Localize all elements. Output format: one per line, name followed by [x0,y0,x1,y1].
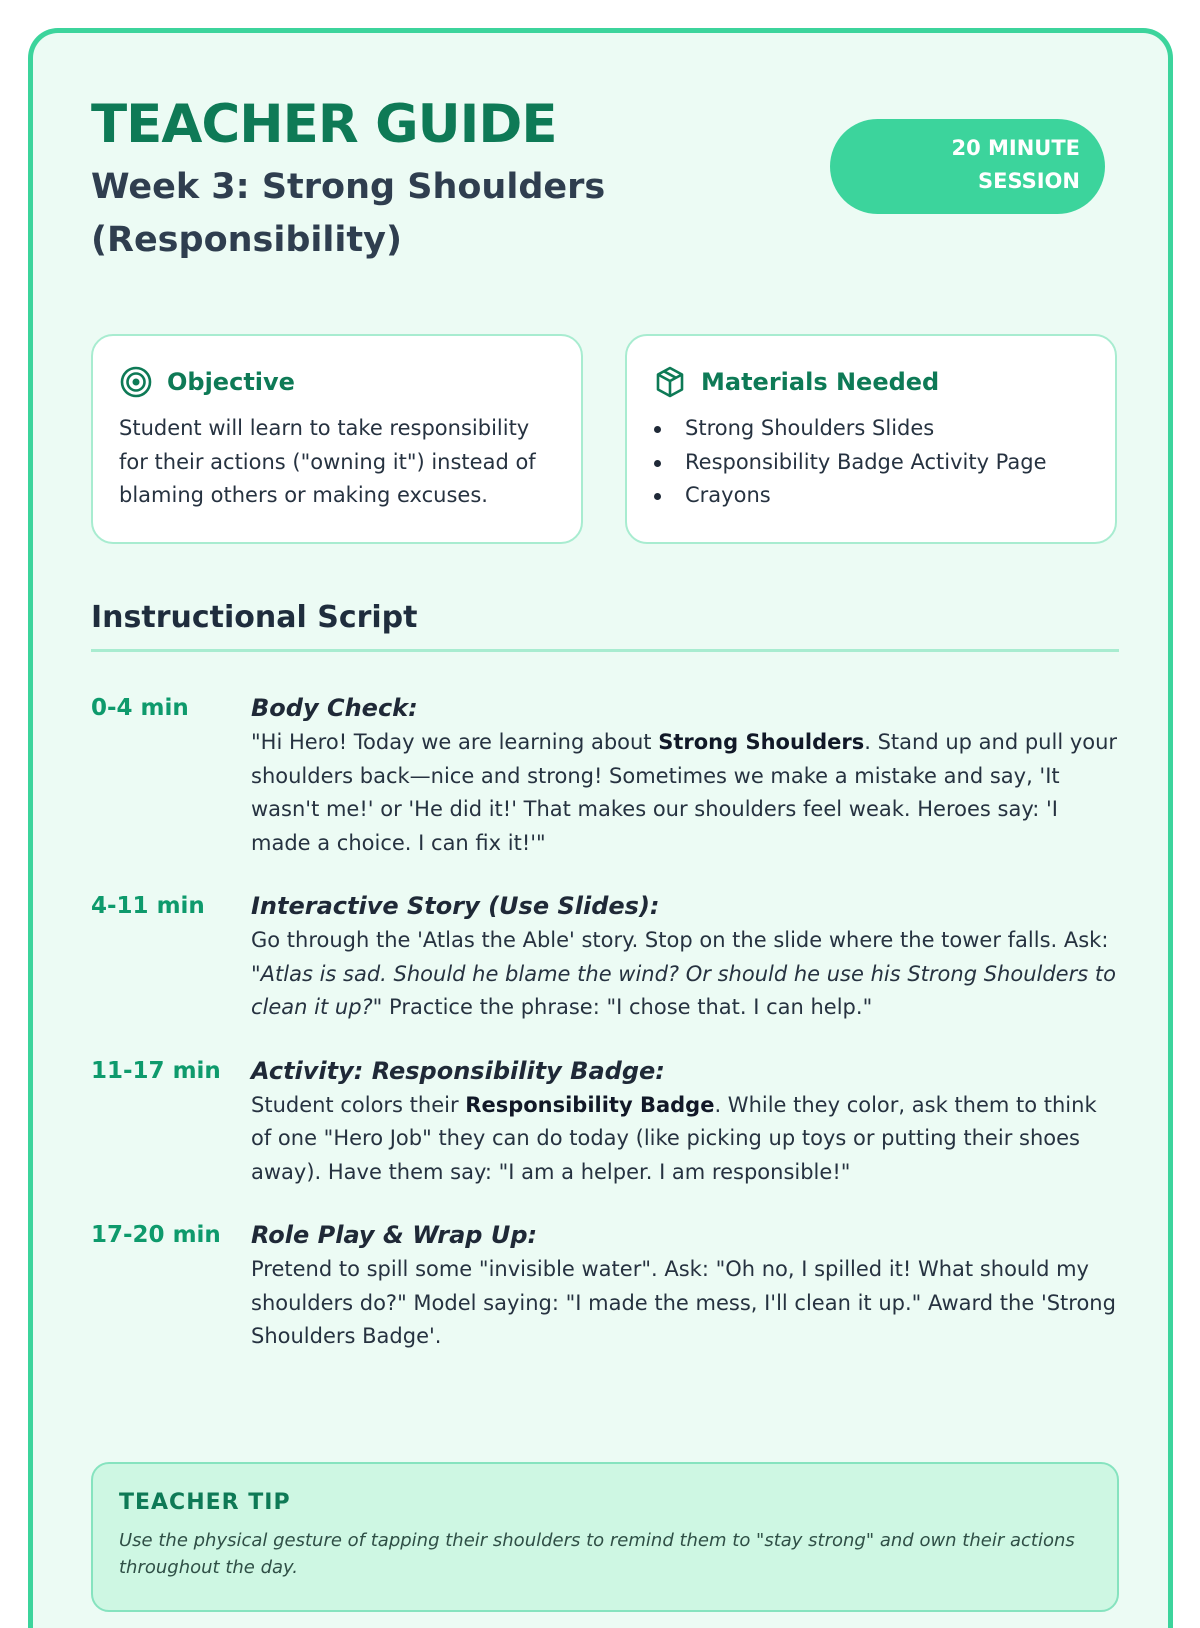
step-title: Role Play & Wrap Up: [251,1221,538,1249]
script-step [91,1053,1119,1190]
session-badge-line2: SESSION [977,169,1080,193]
step-text: Student colors their Responsibility Badge. While they color, ask them to think of one "Hero Job" they can do today (like picking up toys or putting their shoes away). Have them say: "I am a helper. I am responsible!" [251,1092,1097,1184]
info-boxes [91,334,1119,546]
list-item: Responsibility Badge Activity Page [653,446,1089,480]
guide-card [28,28,1173,1628]
step-time: 4-11 min [91,893,205,919]
step-time: 11-17 min [91,1057,221,1084]
list-item: Strong Shoulders Slides [653,412,1089,446]
step-content [251,690,1119,860]
objective-header [119,364,555,400]
script-step [91,1217,1119,1354]
page-title: TEACHER GUIDE [91,94,557,155]
step-text: Pretend to spill some "invisible water". Ask: "Oh no, I spilled it! What should my shoulders do?" Model saying: "I made the mess, I'll clean it up." Award the 'Strong Shoulders Badge'. [251,1257,1116,1348]
step-content [251,888,1119,1025]
objective-box [91,334,583,544]
materials-label: Materials Needed [701,368,940,396]
session-badge-line1: 20 MINUTE [951,136,1080,160]
teacher-tip-box [91,1462,1119,1612]
page-subtitle: Week 3: Strong Shoulders (Responsibility) [91,167,606,260]
step-text: "Hi Hero! Today we are learning about Strong Shoulders. Stand up and pull your shoulders back—nice and strong! Sometimes we make a mistake and say, 'It wasn't me!' or 'He did it!' That makes our shoulders feel weak. Heroes say: 'I made a choice. I can fix it!'" [251,730,1118,855]
objective-text: Student will learn to take responsibility for their actions ("owning it") instead of blaming others or making excuses. [119,416,536,507]
tip-text: Use the physical gesture of tapping their shoulders to remind them to "stay strong" and own their actions throughout the day. [119,1530,1075,1578]
objective-label: Objective [167,368,295,396]
box-icon [653,365,687,399]
script-step [91,690,1119,860]
script-step [91,888,1119,1025]
step-title: Activity: Responsibility Badge: [251,1056,665,1085]
step-text: Go through the 'Atlas the Able' story. Stop on the slide where the tower falls. Ask: "Atlas is sad. Should he blame the wind? Or should he use his Strong Shoulders to clean it up?" Practice the phrase: "I chose that. I can help." [251,928,1116,1019]
script-heading: Instructional Script [91,600,1119,652]
step-content [251,1053,1119,1190]
step-time: 0-4 min [91,695,189,721]
materials-box [625,334,1117,544]
session-length-badge [830,119,1105,214]
target-icon [119,365,153,399]
step-time: 17-20 min [91,1222,221,1248]
tip-label: TEACHER TIP [119,1490,291,1515]
materials-list [653,412,1089,513]
step-title: Interactive Story (Use Slides): [251,892,660,920]
step-content [251,1217,1119,1354]
guide-content [91,94,1119,1578]
step-title: Body Check: [251,694,418,722]
list-item: Crayons [653,479,1089,513]
materials-header [653,364,1089,400]
script-steps [91,690,1119,1382]
